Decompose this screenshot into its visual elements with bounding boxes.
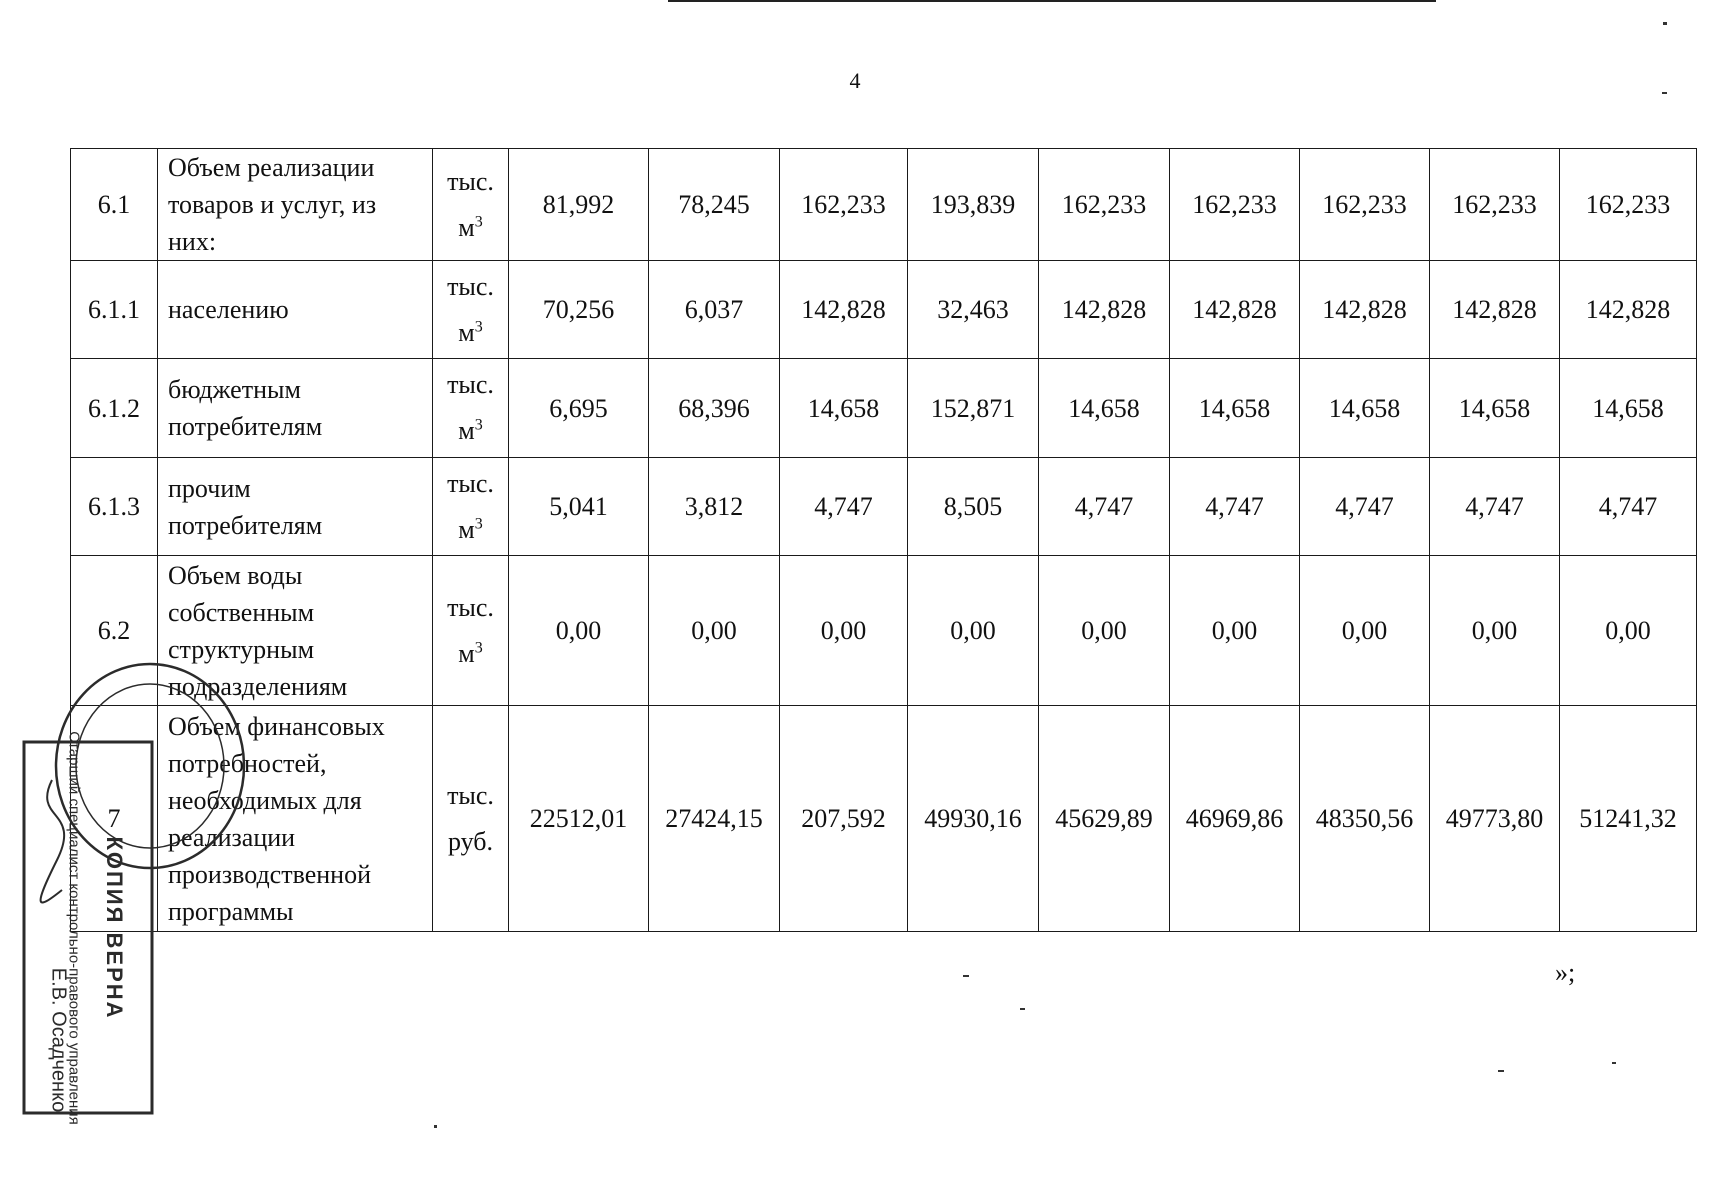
value-cell: 14,658 bbox=[1039, 359, 1170, 458]
value-cell: 49773,80 bbox=[1430, 706, 1560, 932]
stamp-position: Старший специалист контрольно-правового управления bbox=[65, 731, 83, 1125]
value-cell: 0,00 bbox=[649, 556, 780, 706]
value-cell: 0,00 bbox=[1430, 556, 1560, 706]
closing-mark: »; bbox=[1555, 958, 1576, 987]
row-name-line: Объем финансовых bbox=[168, 711, 385, 741]
row-name-line: производственной bbox=[168, 859, 371, 889]
unit-base: м bbox=[458, 514, 475, 544]
copy-verified-stamp bbox=[22, 731, 154, 1125]
value-cell: 162,233 bbox=[1170, 149, 1300, 261]
unit-superscript: 3 bbox=[474, 638, 483, 656]
row-unit bbox=[433, 556, 509, 706]
value-cell: 81,992 bbox=[509, 149, 649, 261]
unit-main: тыс. bbox=[447, 166, 494, 196]
row-name-line: потребителям bbox=[168, 510, 323, 540]
unit-base-line bbox=[433, 310, 508, 356]
table-body bbox=[71, 149, 1697, 932]
value-cell: 14,658 bbox=[1300, 359, 1430, 458]
value-cell: 162,233 bbox=[1560, 149, 1697, 261]
row-unit bbox=[433, 706, 509, 932]
value-cell: 0,00 bbox=[509, 556, 649, 706]
value-cell: 4,747 bbox=[780, 458, 908, 556]
value-cell: 142,828 bbox=[1170, 261, 1300, 359]
row-name-line: подразделениям bbox=[168, 671, 348, 701]
value-cell: 78,245 bbox=[649, 149, 780, 261]
value-cell: 4,747 bbox=[1560, 458, 1697, 556]
scan-speck bbox=[1612, 1062, 1616, 1064]
scan-speck bbox=[1498, 1070, 1504, 1072]
row-name-line: Объем воды bbox=[168, 560, 303, 590]
value-cell: 22512,01 bbox=[509, 706, 649, 932]
value-cell: 162,233 bbox=[780, 149, 908, 261]
value-cell: 6,695 bbox=[509, 359, 649, 458]
value-cell: 142,828 bbox=[1560, 261, 1697, 359]
unit-base: м bbox=[458, 416, 475, 445]
value-cell: 32,463 bbox=[908, 261, 1039, 359]
top-rule bbox=[668, 0, 1436, 2]
row-name-line: необходимых для bbox=[168, 785, 362, 815]
table-row bbox=[71, 261, 1697, 359]
row-name-line: бюджетным bbox=[168, 375, 301, 404]
unit-main: тыс. bbox=[447, 780, 494, 810]
row-name-line: структурным bbox=[168, 634, 315, 664]
unit-base-line bbox=[433, 408, 508, 454]
value-cell: 0,00 bbox=[1039, 556, 1170, 706]
value-cell: 0,00 bbox=[1300, 556, 1430, 706]
data-table bbox=[70, 148, 1697, 932]
value-cell: 0,00 bbox=[1560, 556, 1697, 706]
row-number: 6.1 bbox=[71, 149, 158, 261]
value-cell: 4,747 bbox=[1300, 458, 1430, 556]
value-cell: 142,828 bbox=[780, 261, 908, 359]
value-cell: 27424,15 bbox=[649, 706, 780, 932]
unit-base-line bbox=[433, 819, 508, 865]
scan-speck bbox=[963, 975, 969, 977]
table-row bbox=[71, 359, 1697, 458]
stamp-title: КОПИЯ ВЕРНА bbox=[102, 836, 127, 1020]
row-name-line: программы bbox=[168, 896, 294, 926]
page-number: 4 bbox=[849, 68, 861, 93]
scan-speck bbox=[1662, 92, 1667, 94]
value-cell: 162,233 bbox=[1430, 149, 1560, 261]
unit-base: м bbox=[458, 638, 475, 668]
scan-speck bbox=[1020, 1008, 1025, 1010]
row-name bbox=[158, 458, 433, 556]
unit-base: м bbox=[458, 212, 475, 242]
value-cell: 14,658 bbox=[1430, 359, 1560, 458]
row-name bbox=[158, 359, 433, 458]
value-cell: 6,037 bbox=[649, 261, 780, 359]
value-cell: 0,00 bbox=[1170, 556, 1300, 706]
value-cell: 8,505 bbox=[908, 458, 1039, 556]
stamp-frame-icon bbox=[22, 740, 154, 1115]
value-cell: 142,828 bbox=[1039, 261, 1170, 359]
unit-superscript: 3 bbox=[474, 514, 483, 532]
row-unit bbox=[433, 261, 509, 359]
row-name-line: собственным bbox=[168, 597, 315, 627]
row-number: 6.1.1 bbox=[71, 261, 158, 359]
value-cell: 0,00 bbox=[908, 556, 1039, 706]
unit-base-line bbox=[433, 631, 508, 677]
value-cell: 142,828 bbox=[1430, 261, 1560, 359]
row-name-line: реализации bbox=[168, 822, 296, 852]
value-cell: 0,00 bbox=[780, 556, 908, 706]
row-name-line: потребностей, bbox=[168, 748, 327, 778]
table-row bbox=[71, 458, 1697, 556]
table-row bbox=[71, 149, 1697, 261]
value-cell: 68,396 bbox=[649, 359, 780, 458]
value-cell: 46969,86 bbox=[1170, 706, 1300, 932]
value-cell: 45629,89 bbox=[1039, 706, 1170, 932]
row-name-line: населению bbox=[168, 295, 289, 324]
value-cell: 142,828 bbox=[1300, 261, 1430, 359]
value-cell: 4,747 bbox=[1039, 458, 1170, 556]
unit-main: тыс. bbox=[447, 271, 494, 301]
table-row bbox=[71, 706, 1697, 932]
row-number: 7 bbox=[71, 706, 158, 932]
value-cell: 3,812 bbox=[649, 458, 780, 556]
scan-speck bbox=[1663, 22, 1667, 25]
value-cell: 14,658 bbox=[1170, 359, 1300, 458]
table-row bbox=[71, 556, 1697, 706]
row-unit bbox=[433, 458, 509, 556]
row-number: 6.1.2 bbox=[71, 359, 158, 458]
row-name-line: них: bbox=[168, 227, 217, 256]
value-cell: 5,041 bbox=[509, 458, 649, 556]
unit-base: руб. bbox=[447, 826, 494, 856]
unit-main: тыс. bbox=[447, 592, 494, 622]
value-cell: 49930,16 bbox=[908, 706, 1039, 932]
row-name-line: товаров и услуг, из bbox=[168, 190, 377, 219]
value-cell: 70,256 bbox=[509, 261, 649, 359]
row-unit bbox=[433, 149, 509, 261]
value-cell: 14,658 bbox=[780, 359, 908, 458]
value-cell: 193,839 bbox=[908, 149, 1039, 261]
value-cell: 162,233 bbox=[1039, 149, 1170, 261]
unit-main: тыс. bbox=[447, 370, 494, 399]
value-cell: 207,592 bbox=[780, 706, 908, 932]
value-cell: 152,871 bbox=[908, 359, 1039, 458]
row-number: 6.1.3 bbox=[71, 458, 158, 556]
value-cell: 4,747 bbox=[1430, 458, 1560, 556]
unit-superscript: 3 bbox=[474, 416, 483, 434]
unit-base-line bbox=[433, 507, 508, 553]
unit-main: тыс. bbox=[447, 468, 494, 498]
row-name-line: прочим bbox=[168, 473, 251, 503]
row-name bbox=[158, 149, 433, 261]
unit-superscript: 3 bbox=[474, 317, 483, 335]
row-name bbox=[158, 261, 433, 359]
row-name-line: потребителям bbox=[168, 412, 323, 441]
row-unit bbox=[433, 359, 509, 458]
value-cell: 4,747 bbox=[1170, 458, 1300, 556]
value-cell: 14,658 bbox=[1560, 359, 1697, 458]
row-name-line: Объем реализации bbox=[168, 153, 375, 182]
unit-superscript: 3 bbox=[474, 212, 483, 230]
value-cell: 162,233 bbox=[1300, 149, 1430, 261]
value-cell: 48350,56 bbox=[1300, 706, 1430, 932]
unit-base: м bbox=[458, 317, 475, 347]
unit-base-line bbox=[433, 205, 508, 251]
row-number: 6.2 bbox=[71, 556, 158, 706]
stamp-signer: Е.В. Осадченко bbox=[47, 967, 70, 1113]
scan-speck bbox=[434, 1125, 437, 1128]
value-cell: 51241,32 bbox=[1560, 706, 1697, 932]
